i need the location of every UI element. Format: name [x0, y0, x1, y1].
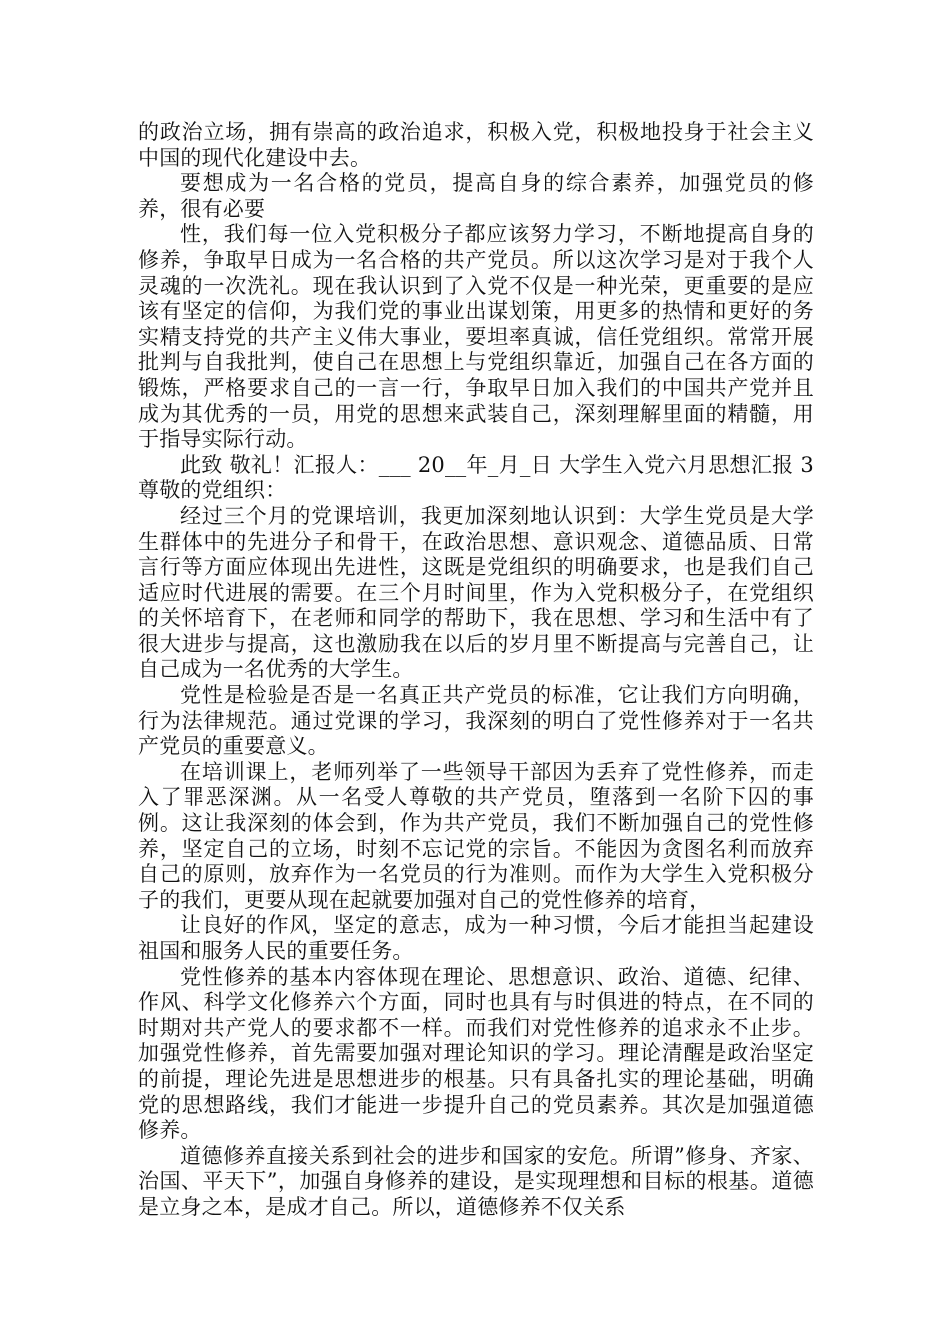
- paragraph: 要想成为一名合格的党员，提高自身的综合素养，加强党员的修养，很有必要: [138, 171, 814, 221]
- paragraph: 在培训课上，老师列举了一些领导干部因为丢弃了党性修养，而走入了罪恶深渊。从一名受人尊敬的共产党员，堕落到一名阶下囚的事例。这让我深刻的体会到，作为共产党员，我们不断加强自己的党性修养，坚定自己的立场，时刻不忘记党的宗旨。不能因为贪图名利而放弃自己的原则，放弃作为一名党员的行为准则。而作为大学生入党积极分子的我们，更要从现在起就要加强对自己的党性修养的培育，: [138, 759, 814, 912]
- paragraph: 经过三个月的党课培训，我更加深刻地认识到：大学生党员是大学生群体中的先进分子和骨干，在政治思想、意识观念、道德品质、日常言行等方面应体现出先进性，这既是党组织的明确要求，也是我们自己适应时代进展的需要。在三个月时间里，作为入党积极分子，在党组织的关怀培育下，在老师和同学的帮助下，我在思想、学习和生活中有了很大进步与提高，这也激励我在以后的岁月里不断提高与完善自己，让自己成为一名优秀的大学生。: [138, 503, 814, 682]
- paragraph: 此致 敬礼！汇报人：___ 20__年_月_日 大学生入党六月思想汇报 3 尊敬的党组织：: [138, 452, 814, 503]
- paragraph: 道德修养直接关系到社会的进步和国家的安危。所谓”修身、齐家、治国、平天下”，加强自身修养的建设，是实现理想和目标的根基。道德是立身之本，是成才自己。所以，道德修养不仅关系: [138, 1143, 814, 1219]
- document-body: [138, 120, 814, 1221]
- paragraph: 的政治立场，拥有崇高的政治追求，积极入党，积极地投身于社会主义中国的现代化建设中去。: [138, 120, 814, 170]
- paragraph: 党性是检验是否是一名真正共产党员的标准，它让我们方向明确，行为法律规范。通过党课的学习，我深刻的明白了党性修养对于一名共产党员的重要意义。: [138, 683, 814, 759]
- paragraph: 党性修养的基本内容体现在理论、思想意识、政治、道德、纪律、作风、科学文化修养六个方面，同时也具有与时俱进的特点，在不同的时期对共产党人的要求都不一样。而我们对党性修养的追求永不止步。加强党性修养，首先需要加强对理论知识的学习。理论清醒是政治坚定的前提，理论先进是思想进步的根基。只有具备扎实的理论基础，明确党的思想路线，我们才能进一步提升自己的党员素养。其次是加强道德修养。: [138, 964, 814, 1143]
- paragraph: 让良好的作风，坚定的意志，成为一种习惯，今后才能担当起建设祖国和服务人民的重要任务。: [138, 913, 814, 963]
- paragraph: 性，我们每一位入党积极分子都应该努力学习，不断地提高自身的修养，争取早日成为一名合格的共产党员。所以这次学习是对于我个人灵魂的一次洗礼。现在我认识到了入党不仅是一种光荣，更重要的是应该有坚定的信仰，为我们党的事业出谋划策，用更多的热情和更好的务实精支持党的共产主义伟大事业，要坦率真诚，信任党组织。常常开展批判与自我批判，使自己在思想上与党组织靠近，加强自己在各方面的锻炼，严格要求自己的一言一行，争取早日加入我们的中国共产党并且成为其优秀的一员，用党的思想来武装自己，深刻理解里面的精髓，用于指导实际行动。: [138, 222, 814, 452]
